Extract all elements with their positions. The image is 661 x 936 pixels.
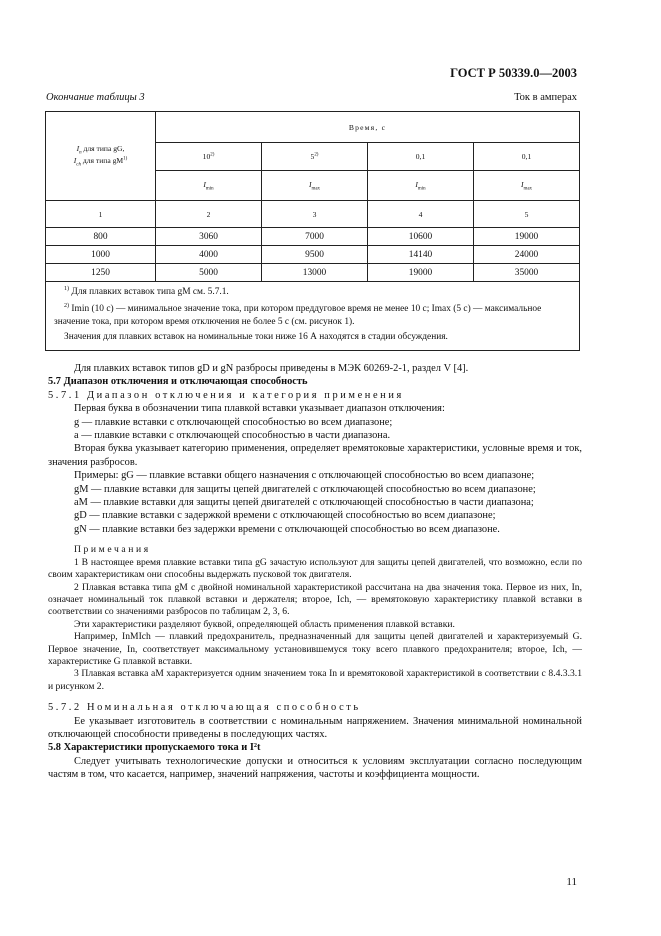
subsection-heading-5-7-2: 5.7.2 Номинальная отключающая способность bbox=[48, 702, 361, 714]
column-header-current: $I_n$ для типа gG, $I_{ch}$ для типа $gM^{1)}$ bbox=[46, 112, 156, 201]
table-footnotes bbox=[46, 282, 580, 351]
time-value: 0,1 bbox=[474, 143, 580, 171]
table-units-label: Ток в амперах bbox=[514, 92, 577, 103]
note-2c: Например, InMIch — плавкий предохранитель, предназначенный для защиты цепей двигателей и характеризуемый G. Первое значение, In, соответствует максимальному установившемуся току всего плавкого предохранителя; второе, Ich, — характеристике G плавкой вставки. bbox=[48, 631, 582, 667]
paragraph: a — плавкие вставки с отключающей способностью в части диапазона. bbox=[74, 430, 391, 442]
paragraph: gM — плавкие вставки для защиты цепей двигателей с отключающей способностью во всем диапазоне; bbox=[74, 483, 536, 495]
current-symbol: $I_{min}$ bbox=[368, 171, 474, 201]
time-value: 0,1 bbox=[368, 143, 474, 171]
note-3: 3 Плавкая вставка aM характеризуется одним значением тока In и времятоковой характеристикой в соответствии с 8.4.3.3.1 и рисунком 2. bbox=[48, 668, 582, 692]
table-3 bbox=[45, 111, 580, 351]
paragraph: Ее указывает изготовитель в соответствии с номинальным напряжением. Значения минимальной номинальной отключающей способности приведены в последующих частях. bbox=[48, 715, 582, 740]
footnote-2: $^{2)}$ Imin (10 с) — минимальное значение тока, при котором преддуговое время не менее 10 с; Imax (5 с) — максимальное значение тока, при котором время отключения не более 5 с (см. рисунок 1). bbox=[54, 302, 542, 327]
note-2b: Эти характеристики разделяют буквой, определяющей область применения плавкой вставки. bbox=[74, 618, 455, 630]
column-number: 1 bbox=[46, 201, 156, 228]
footnote-1: $^{1)}$ Для плавких вставок типа gM см. 5.7.1. bbox=[64, 286, 229, 298]
table-row: 1000 4000 9500 14140 24000 bbox=[46, 246, 580, 264]
column-header-time: Время, с bbox=[156, 112, 580, 143]
notes-title: Примечания bbox=[74, 544, 151, 556]
time-value: 10$^{2)}$ bbox=[156, 143, 262, 171]
time-value: 5$^{2)}$ bbox=[262, 143, 368, 171]
paragraph: Для плавких вставок типов gD и gN разбросы приведены в МЭК 60269-2-1, раздел V [4]. bbox=[74, 363, 469, 374]
document-code: ГОСТ Р 50339.0—2003 bbox=[450, 66, 577, 80]
current-symbol: $I_{max}$ bbox=[474, 171, 580, 201]
table-row: 1250 5000 13000 19000 35000 bbox=[46, 264, 580, 282]
note-2: 2 Плавкая вставка типа gM с двойной номинальной характеристикой рассчитана на два значения тока. Первое из них, In, означает номинальный ток плавкой вставки и держателя; второе, Ich, — времятоковую характеристику плавкой вставки в соответствии со значениями разбросов по таблицам 2, 3, 6. bbox=[48, 581, 582, 618]
paragraph: gD — плавкие вставки с задержкой времени с отключающей способностью во всем диапазоне; bbox=[74, 510, 496, 522]
note-1: 1 В настоящее время плавкие вставки типа gG зачастую используют для защиты цепей двигателей, что возможно, если по своим характеристикам они способны выдержать пусковой ток двигателя. bbox=[48, 556, 582, 581]
current-symbol: $I_{min}$ bbox=[156, 171, 262, 201]
table-continuation-label: Окончание таблицы 3 bbox=[46, 92, 145, 103]
footnote-3: Значения для плавких вставок на номинальные токи ниже 16 А находятся в стадии обсуждения. bbox=[64, 332, 448, 343]
body-text bbox=[48, 362, 582, 782]
current-symbol: $I_{max}$ bbox=[262, 171, 368, 201]
page-number: 11 bbox=[566, 876, 577, 888]
paragraph: Следует учитывать технологические допуски и относиться к условиям эксплуатации согласно последующим частям в том, что касается, например, значений напряжения, частоты и коэффициента мощности. bbox=[48, 755, 582, 781]
table-row: 800 3060 7000 10600 19000 bbox=[46, 228, 580, 246]
column-number: 3 bbox=[262, 201, 368, 228]
subsection-heading-5-7-1: 5.7.1 Диапазон отключения и категория применения bbox=[48, 389, 404, 401]
paragraph: aM — плавкие вставки для защиты цепей двигателей с отключающей способностью в части диапазона; bbox=[74, 497, 534, 509]
column-number: 2 bbox=[156, 201, 262, 228]
column-number: 5 bbox=[474, 201, 580, 228]
paragraph: g — плавкие вставки с отключающей способностью во всем диапазоне; bbox=[74, 416, 393, 428]
paragraph: Примеры: gG — плавкие вставки общего назначения с отключающей способностью во всем диапазоне; bbox=[74, 470, 535, 482]
section-heading-5-7: 5.7 Диапазон отключения и отключающая способность bbox=[48, 376, 308, 388]
section-heading-5-8: 5.8 Характеристики пропускаемого тока и I²t bbox=[48, 742, 261, 754]
column-number: 4 bbox=[368, 201, 474, 228]
paragraph: Первая буква в обозначении типа плавкой вставки указывает диапазон отключения: bbox=[74, 403, 445, 415]
paragraph: Вторая буква указывает категорию применения, определяет времятоковые характеристики, условные время и ток, значения разбросов. bbox=[48, 443, 582, 468]
paragraph: gN — плавкие вставки без задержки времени с отключающей способностью во всем диапазоне. bbox=[74, 523, 500, 535]
